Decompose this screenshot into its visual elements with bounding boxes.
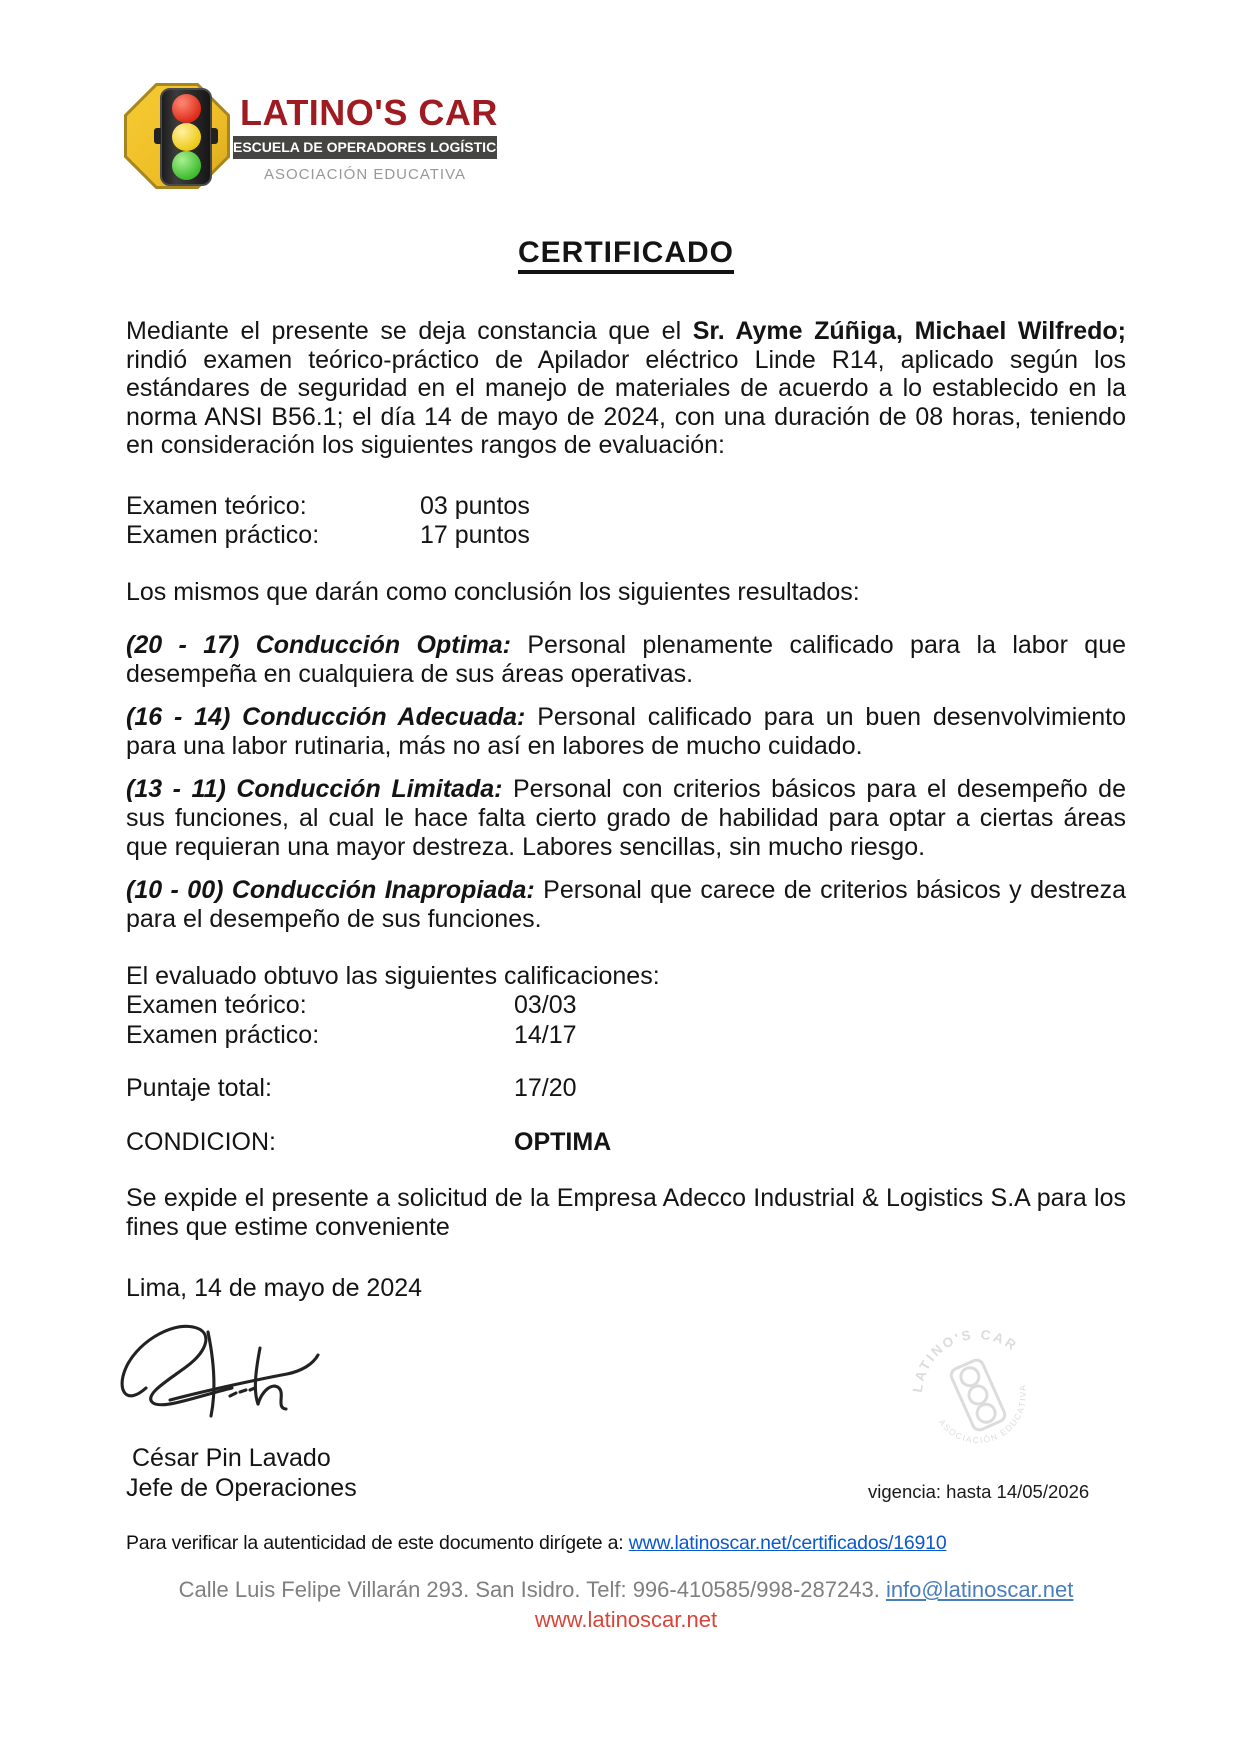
- signer-role: Jefe de Operaciones: [126, 1474, 357, 1502]
- signer-name: César Pin Lavado: [132, 1444, 331, 1472]
- score-value: 03/03: [514, 991, 577, 1019]
- address-text: Calle Luis Felipe Villarán 293. San Isidro. Telf: 996-410585/998-287243.: [178, 1577, 886, 1602]
- condition-value: OPTIMA: [514, 1128, 612, 1156]
- score-value: 14/17: [514, 1020, 577, 1049]
- intro-suffix: rindió examen teórico-práctico de Apilador eléctrico Linde R14, aplicado según los estándares de seguridad en el manejo de materiales de acuerdo a lo establecido en la norma ANSI B56.1; el día 14 de mayo de 2024, con una duración de 08 horas, teniendo en consideración los siguientes rangos de evaluación:: [126, 345, 1126, 460]
- traffic-light-yellow: [172, 123, 201, 152]
- stamp-bottom-text: ASOCIACIÓN EDUCATIVA: [936, 1383, 1029, 1446]
- stamp-top-text: LATINO'S CAR: [909, 1326, 1021, 1394]
- website-link[interactable]: www.latinoscar.net: [534, 1607, 718, 1632]
- brand-name: LATINO'S CAR: [240, 92, 498, 133]
- traffic-light-green: [172, 151, 201, 180]
- score-label: Examen práctico:: [126, 1020, 320, 1049]
- score-value: 03 puntos: [420, 492, 530, 520]
- category-range: (20 - 17) Conducción Optima:: [126, 631, 511, 659]
- category-range: (16 - 14) Conducción Adecuada:: [126, 703, 526, 732]
- svg-text:LATINO'S CAR: [905, 1322, 1024, 1398]
- validity-text: vigencia: hasta 14/05/2026: [868, 1481, 1090, 1502]
- footer-website: [126, 1607, 1126, 1633]
- traffic-light-icon: [160, 88, 212, 186]
- condition-row: [126, 1128, 611, 1157]
- category-item: [126, 775, 1126, 861]
- certificate-holder-name: Sr. Ayme Zúñiga, Michael Wilfredo;: [692, 317, 1126, 345]
- total-score-label: Puntaje total:: [126, 1074, 272, 1102]
- score-value: 17 puntos: [420, 521, 530, 549]
- brand-subtitle-bar: ESCUELA DE OPERADORES LOGÍSTICOS: [233, 136, 497, 159]
- signature-image: [112, 1312, 327, 1437]
- email-link[interactable]: info@latinoscar.net: [885, 1577, 1074, 1602]
- category-description: Personal plenamente calificado para la labor que desempeña en cualquiera de sus áreas operativas.: [126, 631, 1126, 688]
- intro-paragraph: [126, 317, 1126, 460]
- place-date: Lima, 14 de mayo de 2024: [126, 1274, 423, 1302]
- footer-address: [126, 1577, 1126, 1603]
- category-range: (13 - 11) Conducción Limitada:: [126, 775, 503, 804]
- category-item: [126, 631, 1126, 688]
- total-score-row: [126, 1074, 577, 1103]
- category-item: [126, 876, 1126, 933]
- category-range: (10 - 00) Conducción Inapropiada:: [126, 876, 535, 905]
- brand-subtitle-2: ASOCIACIÓN EDUCATIVA: [264, 166, 466, 183]
- company-stamp-watermark: [905, 1322, 1051, 1468]
- document-title: CERTIFICADO: [126, 236, 1126, 270]
- total-score-value: 17/20: [514, 1074, 577, 1102]
- final-scores-intro: El evaluado obtuvo las siguientes calificaciones:: [126, 962, 660, 990]
- final-scores-table: [126, 991, 577, 1050]
- initial-scores-table: [126, 492, 530, 550]
- score-label: Examen teórico:: [126, 991, 307, 1019]
- intro-prefix: Mediante el presente se deja constancia que el: [126, 317, 693, 345]
- evaluation-categories: [126, 631, 1126, 948]
- traffic-light-red: [172, 94, 201, 123]
- condition-label: CONDICION:: [126, 1128, 276, 1156]
- verification-text: Para verificar la autenticidad de este documento dirígete a:: [126, 1532, 629, 1554]
- score-label: Examen práctico:: [126, 521, 320, 549]
- results-intro: Los mismos que darán como conclusión los siguientes resultados:: [126, 578, 860, 606]
- category-description: Personal que carece de criterios básicos y destreza para el desempeño de sus funciones.: [126, 876, 1126, 933]
- score-label: Examen teórico:: [126, 492, 307, 520]
- issuance-paragraph: Se expide el presente a solicitud de la Empresa Adecco Industrial & Logistics S.A para los fines que estime conveniente: [126, 1184, 1126, 1241]
- verification-line: [126, 1532, 946, 1555]
- category-description: Personal calificado para un buen desenvolvimiento para una labor rutinaria, más no así en labores de mucho cuidado.: [126, 703, 1127, 760]
- category-item: [126, 703, 1126, 760]
- verification-link[interactable]: www.latinoscar.net/certificados/16910: [628, 1532, 947, 1554]
- category-description: Personal con criterios básicos para el desempeño de sus funciones, al cual le hace falta cierto grado de habilidad para optar a ciertas áreas que requieran una mayor destreza. Labores sencillas, sin mucho riesgo.: [126, 775, 1126, 861]
